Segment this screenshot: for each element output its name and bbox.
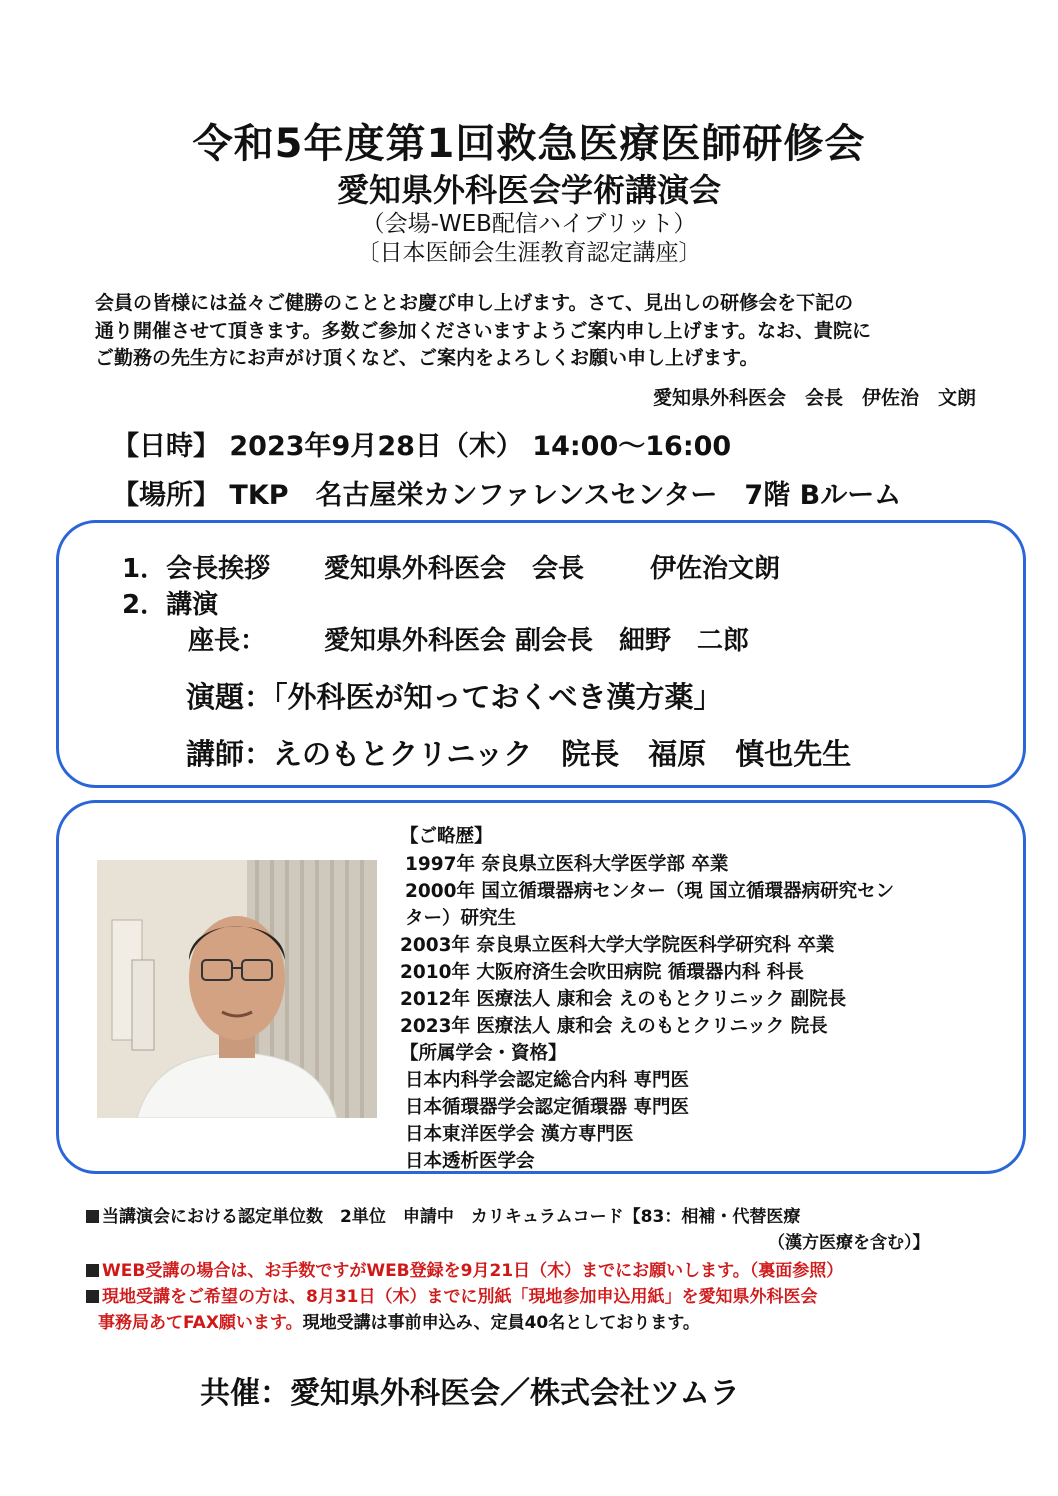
career-item: 2012年 医療法人 康和会 えのもとクリニック 副院長 bbox=[400, 989, 847, 1010]
intro-line-3: ご勤務の先生方にお声がけ頂くなど、ご案内をよろしくお願い申し上げます。 bbox=[95, 347, 759, 369]
society-item: 日本循環器学会認定循環器 専門医 bbox=[405, 1097, 689, 1118]
program-item2-label: 2．講演 bbox=[122, 590, 219, 620]
society-item: 日本透析医学会 bbox=[405, 1151, 535, 1172]
bullet-square-icon bbox=[86, 1264, 99, 1277]
onsite-note-cont: 事務局あてFAX願います。現地受講は事前申込み、定員40名としております。 bbox=[98, 1313, 700, 1333]
chair-value: 愛知県外科医会 副会長 細野 二郎 bbox=[324, 626, 750, 656]
program-item1-name: 伊佐治文朗 bbox=[650, 554, 781, 584]
lecture-topic: 演題：「外科医が知っておくべき漢方薬」 bbox=[186, 680, 723, 714]
program-item1-org: 愛知県外科医会 会長 bbox=[324, 554, 585, 584]
signature: 愛知県外科医会 会長 伊佐治 文朗 bbox=[652, 387, 976, 409]
accreditation-note: 〔日本医師会生涯教育認定講座〕 bbox=[356, 240, 702, 266]
credit-note: 当講演会における認定単位数 2単位 申請中 カリキュラムコード【83：相補・代替医療 bbox=[86, 1202, 800, 1227]
society-item: 日本内科学会認定総合内科 専門医 bbox=[405, 1070, 689, 1091]
event-place: 【場所】 TKP 名古屋栄カンファレンスセンター 7階 Bルーム bbox=[112, 480, 902, 511]
intro-line-2: 通り開催させて頂きます。多数ご参加くださいますようご案内申し上げます。なお、貴院に bbox=[95, 320, 871, 342]
society-item: 日本東洋医学会 漢方専門医 bbox=[405, 1124, 634, 1145]
web-note: WEB受講の場合は、お手数ですがWEB登録を9月21日（木）までにお願いします。（裏面参照） bbox=[86, 1256, 843, 1281]
career-heading: 【ご略歴】 bbox=[400, 826, 493, 847]
format-note: （会場-WEB配信ハイブリット） bbox=[361, 211, 697, 237]
portrait-illustration bbox=[97, 860, 377, 1118]
lecturer-photo bbox=[97, 860, 377, 1118]
sponsor: 共催：愛知県外科医会／株式会社ツムラ bbox=[200, 1376, 740, 1411]
society-heading: 【所属学会・資格】 bbox=[400, 1043, 567, 1064]
career-item: 2010年 大阪府済生会吹田病院 循環器内科 科長 bbox=[400, 962, 804, 983]
career-item: 2003年 奈良県立医科大学大学院医科学研究科 卒業 bbox=[400, 935, 835, 956]
career-item: 2000年 国立循環器病センター（現 国立循環器病研究セン bbox=[405, 881, 895, 902]
career-item: 1997年 奈良県立医科大学医学部 卒業 bbox=[405, 854, 729, 875]
credit-note-cont: （漢方医療を含む）】 bbox=[768, 1233, 930, 1253]
main-title: 令和5年度第1回救急医療医師研修会 bbox=[192, 121, 866, 167]
subtitle: 愛知県外科医会学術講演会 bbox=[336, 171, 721, 209]
program-item1-label: 1．会長挨拶 bbox=[122, 554, 271, 584]
career-item: ター）研究生 bbox=[405, 908, 517, 929]
intro-line-1: 会員の皆様には益々ご健勝のこととお慶び申し上げます。さて、見出しの研修会を下記の bbox=[95, 292, 854, 314]
chair-label: 座長： bbox=[188, 626, 267, 656]
onsite-note: 現地受講をご希望の方は、8月31日（木）までに別紙「現地参加申込用紙」を愛知県外科医会 bbox=[86, 1282, 817, 1307]
event-datetime: 【日時】 2023年9月28日（木） 14:00～16:00 bbox=[112, 431, 732, 462]
career-item: 2023年 医療法人 康和会 えのもとクリニック 院長 bbox=[400, 1016, 828, 1037]
bullet-square-icon bbox=[86, 1210, 99, 1223]
lecturer: 講師：えのもとクリニック 院長 福原 慎也先生 bbox=[186, 737, 852, 771]
bullet-square-icon bbox=[86, 1290, 99, 1303]
